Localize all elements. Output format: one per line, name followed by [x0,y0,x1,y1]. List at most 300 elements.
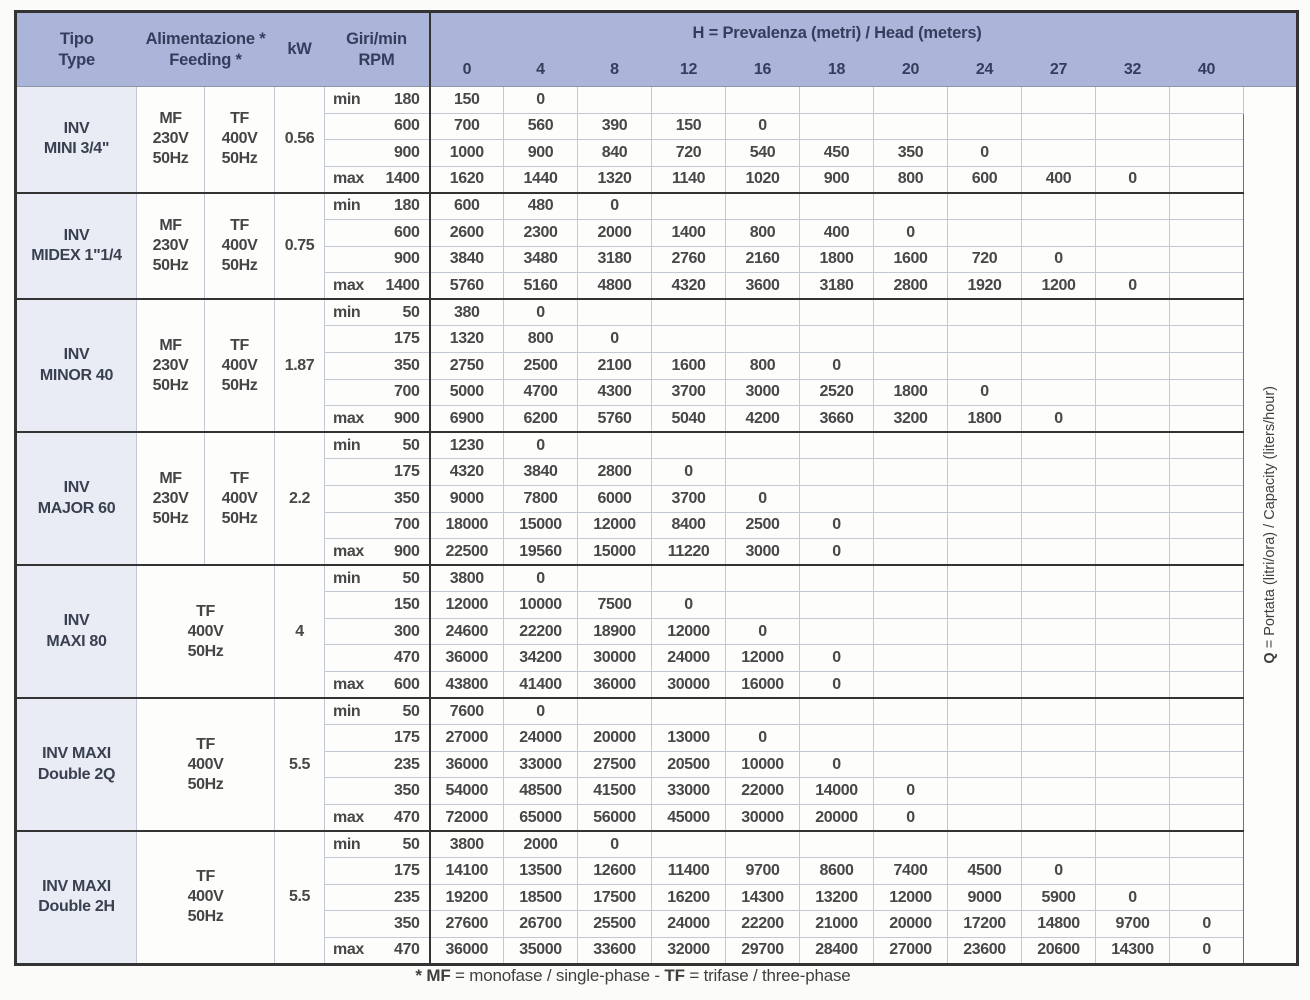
capacity-cell [726,698,800,725]
capacity-cell: 27000 [430,725,504,752]
capacity-cell: 29700 [726,938,800,965]
rpm-cell [325,113,430,140]
capacity-cell: 23600 [948,938,1022,965]
feeding-line: 50Hz [152,509,189,527]
capacity-cell: 12600 [578,858,652,885]
capacity-cell: 5040 [652,406,726,433]
kw-value: 0.75 [275,193,325,299]
rpm-inner [325,941,429,959]
capacity-cell [1170,113,1244,140]
rpm-cell [325,379,430,406]
capacity-cell [1170,219,1244,246]
capacity-cell [1170,273,1244,300]
capacity-cell [800,432,874,459]
feeding-cell [137,565,275,698]
capacity-cell: 11220 [652,539,726,566]
capacity-cell: 6000 [578,485,652,512]
capacity-cell [800,592,874,619]
capacity-cell [1170,432,1244,459]
rpm-inner [325,437,429,455]
capacity-cell: 24000 [652,911,726,938]
capacity-cell: 0 [578,193,652,220]
capacity-cell [874,725,948,752]
capacity-cell: 1920 [948,273,1022,300]
rpm-value: 600 [394,223,420,241]
capacity-cell: 1800 [948,406,1022,433]
rpm-cell [325,432,430,459]
rpm-inner [325,410,429,428]
feeding-line: MF [159,110,182,128]
capacity-cell [1022,140,1096,167]
capacity-cell [1096,113,1170,140]
capacity-cell: 800 [874,166,948,193]
capacity-cell: 1020 [726,166,800,193]
capacity-cell [1170,406,1244,433]
footnote-mf-abbrev: * MF [415,966,451,985]
capacity-cell [726,87,800,114]
capacity-cell [578,299,652,326]
capacity-cell: 480 [504,193,578,220]
capacity-cell [948,512,1022,539]
capacity-cell: 20600 [1022,938,1096,965]
capacity-cell: 0 [504,432,578,459]
feeding-line: 50Hz [221,376,258,394]
capacity-cell [1096,539,1170,566]
capacity-cell [1096,299,1170,326]
capacity-cell [1022,725,1096,752]
capacity-cell [948,193,1022,220]
capacity-cell: 9000 [948,884,1022,911]
capacity-cell [578,432,652,459]
capacity-cell: 0 [726,113,800,140]
feeding-line: TF [196,602,215,620]
capacity-cell [1022,87,1096,114]
feeding-line: TF [230,110,249,128]
capacity-cell [874,565,948,592]
capacity-cell: 20000 [578,725,652,752]
rpm-value: 470 [394,649,420,667]
rpm-value: 175 [394,862,420,880]
capacity-cell: 4800 [578,273,652,300]
rpm-cell [325,485,430,512]
capacity-cell: 0 [726,485,800,512]
capacity-cell [1022,193,1096,220]
capacity-cell [800,698,874,725]
capacity-cell: 0 [504,299,578,326]
capacity-cell: 5160 [504,273,578,300]
capacity-cell: 22200 [504,618,578,645]
capacity-cell: 45000 [652,805,726,832]
capacity-cell: 0 [1170,911,1244,938]
capacity-cell [948,618,1022,645]
rpm-inner [325,197,429,215]
capacity-cell: 0 [874,778,948,805]
capacity-cell: 24600 [430,618,504,645]
rpm-value: 350 [394,356,420,374]
rpm-inner [325,836,429,854]
rpm-cell [325,911,430,938]
capacity-cell: 400 [800,219,874,246]
capacity-cell [726,193,800,220]
capacity-cell: 16000 [726,672,800,699]
capacity-cell: 33600 [578,938,652,965]
feeding-line: 50Hz [187,775,224,793]
capacity-cell [948,778,1022,805]
capacity-cell [948,219,1022,246]
rpm-inner [325,463,429,481]
capacity-cell: 3840 [430,246,504,273]
capacity-cell [874,512,948,539]
rpm-cell [325,778,430,805]
model-name-line: INV [63,612,90,630]
rpm-cell [325,299,430,326]
capacity-cell [1096,751,1170,778]
capacity-cell [1096,219,1170,246]
rpm-value: 50 [402,702,420,720]
capacity-cell [1170,565,1244,592]
capacity-cell: 0 [726,618,800,645]
capacity-cell: 9700 [1096,911,1170,938]
capacity-cell [1096,352,1170,379]
capacity-cell [578,565,652,592]
capacity-cell: 0 [948,140,1022,167]
capacity-cell: 700 [430,113,504,140]
model-name-line: INV [63,346,90,364]
capacity-cell [726,565,800,592]
head-value-20: 20 [874,54,948,87]
capacity-cell: 26700 [504,911,578,938]
capacity-cell: 12000 [874,884,948,911]
capacity-cell: 30000 [726,805,800,832]
rpm-minmax-label: max [333,409,364,427]
capacity-label-q: Q [1262,652,1279,664]
feeding-line: 50Hz [221,257,258,275]
rpm-inner [325,91,429,109]
capacity-cell: 20000 [800,805,874,832]
rpm-cell [325,87,430,114]
rpm-minmax-label: max [333,542,364,560]
rpm-value: 180 [394,90,420,108]
capacity-cell: 14300 [726,884,800,911]
capacity-cell: 10000 [726,751,800,778]
capacity-cell [1096,831,1170,858]
capacity-cell [948,698,1022,725]
feeding-cell [137,87,205,193]
capacity-cell: 36000 [578,672,652,699]
capacity-cell [1096,565,1170,592]
capacity-cell [1170,884,1244,911]
capacity-cell [726,592,800,619]
capacity-cell: 1600 [652,352,726,379]
capacity-cell [1170,166,1244,193]
capacity-cell [1022,698,1096,725]
capacity-cell: 7400 [874,858,948,885]
rpm-value: 175 [394,729,420,747]
feeding-line: 50Hz [187,642,224,660]
rpm-cell [325,645,430,672]
capacity-cell: 0 [874,219,948,246]
capacity-cell: 1440 [504,166,578,193]
rpm-value: 470 [394,941,420,959]
capacity-cell [1096,379,1170,406]
capacity-cell [948,326,1022,353]
capacity-cell: 25500 [578,911,652,938]
rpm-cell [325,858,430,885]
capacity-cell: 3700 [652,379,726,406]
feeding-line: 400V [221,356,258,374]
header-tipo-line1: Tipo [59,30,94,49]
rpm-cell [325,459,430,486]
capacity-cell: 13000 [652,725,726,752]
capacity-cell [652,193,726,220]
capacity-cell [726,432,800,459]
capacity-cell [1170,512,1244,539]
capacity-cell: 6200 [504,406,578,433]
capacity-cell [948,113,1022,140]
capacity-cell: 2100 [578,352,652,379]
capacity-cell: 0 [1096,273,1170,300]
kw-value: 2.2 [275,432,325,565]
capacity-cell [874,485,948,512]
header-feeding-line2: Feeding * [169,50,242,69]
capacity-cell [726,326,800,353]
rpm-minmax-label: min [333,90,361,108]
capacity-cell [1022,352,1096,379]
capacity-cell [800,326,874,353]
capacity-cell: 2500 [726,512,800,539]
capacity-cell: 0 [1096,884,1170,911]
capacity-cell: 380 [430,299,504,326]
capacity-cell [1096,778,1170,805]
capacity-cell [1096,672,1170,699]
capacity-cell: 0 [1096,166,1170,193]
capacity-cell [1170,485,1244,512]
rpm-cell [325,246,430,273]
rpm-inner [325,649,429,667]
capacity-cell [800,725,874,752]
rpm-inner [325,782,429,800]
capacity-cell [1170,459,1244,486]
feeding-line: 50Hz [152,257,189,275]
capacity-cell [652,299,726,326]
capacity-cell [1096,805,1170,832]
feeding-cell [137,698,275,831]
capacity-cell: 150 [652,113,726,140]
rpm-inner [325,277,429,295]
capacity-cell [1096,432,1170,459]
capacity-cell [874,459,948,486]
model-name [16,299,137,432]
column-header-type [16,12,137,87]
model-name [16,565,137,698]
capacity-cell: 5760 [430,273,504,300]
capacity-cell: 450 [800,140,874,167]
capacity-cell: 800 [504,326,578,353]
capacity-cell: 10000 [504,592,578,619]
capacity-side-label [1262,386,1278,664]
capacity-cell: 13500 [504,858,578,885]
model-name-line: Double 2Q [37,765,116,783]
capacity-cell: 16200 [652,884,726,911]
feeding-line: 230V [152,237,189,255]
capacity-cell: 2800 [874,273,948,300]
feeding-cell [205,432,275,565]
feeding-cell [137,193,205,299]
capacity-cell: 800 [726,219,800,246]
feeding-line: 50Hz [221,509,258,527]
capacity-cell: 0 [1022,858,1096,885]
feeding-cell [205,87,275,193]
model-name-line: INV [63,479,90,497]
capacity-cell [1170,379,1244,406]
capacity-cell [1022,805,1096,832]
feeding-line: 50Hz [221,150,258,168]
capacity-cell: 41400 [504,672,578,699]
feeding-line: TF [230,469,249,487]
capacity-cell: 840 [578,140,652,167]
capacity-cell: 1600 [874,246,948,273]
capacity-cell [874,539,948,566]
capacity-cell [1096,193,1170,220]
capacity-cell [1170,751,1244,778]
capacity-cell [800,193,874,220]
capacity-cell [948,485,1022,512]
capacity-cell [652,326,726,353]
capacity-cell: 65000 [504,805,578,832]
capacity-cell: 72000 [430,805,504,832]
capacity-cell [948,751,1022,778]
capacity-cell [1096,512,1170,539]
capacity-cell: 7800 [504,485,578,512]
capacity-cell: 1320 [578,166,652,193]
feeding-cell [137,299,205,432]
capacity-cell [1022,512,1096,539]
capacity-cell [800,618,874,645]
capacity-cell: 33000 [504,751,578,778]
capacity-cell [1022,485,1096,512]
rpm-cell [325,751,430,778]
rpm-cell [325,219,430,246]
capacity-cell [874,352,948,379]
feeding-line: 400V [221,489,258,507]
rpm-value: 900 [394,250,420,268]
capacity-cell: 27500 [578,751,652,778]
capacity-cell: 0 [578,326,652,353]
capacity-cell [800,459,874,486]
capacity-cell [1096,618,1170,645]
rpm-value: 470 [394,808,420,826]
rpm-cell [325,512,430,539]
model-name [16,432,137,565]
rpm-value: 50 [402,569,420,587]
capacity-cell: 8600 [800,858,874,885]
capacity-cell: 0 [800,751,874,778]
capacity-cell: 27000 [874,938,948,965]
capacity-cell [1170,87,1244,114]
capacity-cell [800,565,874,592]
capacity-cell: 0 [948,379,1022,406]
rpm-inner [325,224,429,242]
capacity-cell [948,831,1022,858]
header-rpm-line1: Giri/min [346,30,407,49]
capacity-cell [1022,326,1096,353]
feeding-cell [205,193,275,299]
capacity-cell: 0 [1170,938,1244,965]
head-value-32: 32 [1096,54,1170,87]
head-title-rest: = Prevalenza (metri) / Head (meters) [704,24,982,43]
capacity-cell: 12000 [652,618,726,645]
feeding-line: TF [230,336,249,354]
capacity-cell: 3480 [504,246,578,273]
capacity-cell: 33000 [652,778,726,805]
capacity-cell [1170,193,1244,220]
capacity-cell [1022,539,1096,566]
capacity-cell: 2520 [800,379,874,406]
capacity-cell: 1620 [430,166,504,193]
column-header-kw: kW [275,12,325,87]
capacity-cell [874,618,948,645]
feeding-line: 50Hz [187,908,224,926]
header-tipo-line2: Type [58,50,95,69]
rpm-value: 175 [394,330,420,348]
feeding-line: MF [159,217,182,235]
column-header-feeding [137,12,275,87]
capacity-cell: 36000 [430,751,504,778]
capacity-cell: 7600 [430,698,504,725]
feeding-line: 50Hz [152,150,189,168]
capacity-cell: 19560 [504,539,578,566]
capacity-cell: 20500 [652,751,726,778]
rpm-value: 235 [394,755,420,773]
capacity-cell: 4300 [578,379,652,406]
capacity-cell [948,725,1022,752]
capacity-cell [874,645,948,672]
rpm-inner [325,729,429,747]
model-name-line: MAXI 80 [46,632,107,650]
rpm-minmax-label: min [333,702,361,720]
capacity-cell [1170,778,1244,805]
rpm-value: 600 [394,117,420,135]
capacity-cell: 2500 [504,352,578,379]
capacity-cell [1096,698,1170,725]
rpm-cell [325,884,430,911]
capacity-cell: 12000 [726,645,800,672]
rpm-value: 350 [394,489,420,507]
capacity-cell [726,299,800,326]
rpm-cell [325,592,430,619]
head-value-12: 12 [652,54,726,87]
rpm-value: 350 [394,915,420,933]
rpm-inner [325,570,429,588]
kw-value: 5.5 [275,831,325,964]
capacity-cell: 1400 [652,219,726,246]
capacity-cell: 2000 [504,831,578,858]
capacity-cell: 0 [504,698,578,725]
rpm-value: 700 [394,516,420,534]
column-header-rpm [325,12,430,87]
rpm-minmax-label: max [333,941,364,959]
capacity-cell: 600 [430,193,504,220]
rpm-value: 700 [394,383,420,401]
capacity-cell [1096,459,1170,486]
capacity-cell: 600 [948,166,1022,193]
capacity-cell: 150 [430,87,504,114]
capacity-cell [1170,831,1244,858]
capacity-cell: 3800 [430,565,504,592]
rpm-inner [325,623,429,641]
rpm-value: 235 [394,888,420,906]
capacity-cell: 1800 [800,246,874,273]
